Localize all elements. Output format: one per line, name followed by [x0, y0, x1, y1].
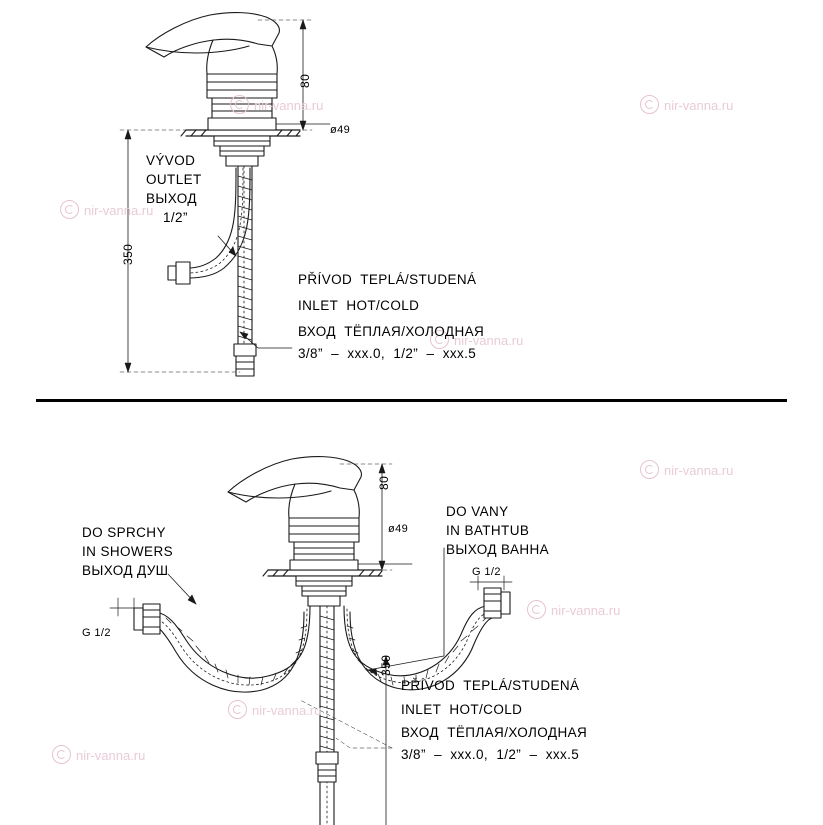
shower-callout-line-cs: DO SPRCHY: [82, 525, 166, 540]
shower-callout-line-en: IN SHOWERS: [82, 544, 174, 559]
dimension-g-half-bathtub: G 1/2: [472, 566, 501, 578]
watermark: [230, 95, 323, 114]
watermark: [640, 460, 733, 479]
dimension-350-top: 350: [121, 243, 135, 265]
watermark: [60, 200, 153, 219]
inlet-callout-line-ru: ВХОД ТЁПЛАЯ/ХОЛОДНАЯ: [401, 725, 588, 740]
watermark-text: nir-vanna.ru: [254, 98, 324, 113]
watermark: [228, 700, 321, 719]
inlet-callout-sizes: 3/8” – xxx.0, 1/2” – xxx.5: [401, 747, 580, 762]
watermark-icon: [640, 460, 659, 479]
watermark-text: nir-vanna.ru: [84, 203, 154, 218]
outlet-callout-line-en: OUTLET: [146, 172, 202, 187]
bathtub-callout-line-ru: ВЫХОД ВАННА: [446, 542, 550, 557]
watermark: [52, 745, 145, 764]
outlet-callout-line-cs: VÝVOD: [146, 153, 196, 168]
watermark-icon: [527, 600, 546, 619]
bathtub-callout-line-cs: DO VANY: [446, 504, 509, 519]
inlet-callout-line-cs: PŘÍVOD TEPLÁ/STUDENÁ: [298, 272, 477, 287]
watermark-icon: [52, 745, 71, 764]
watermark-icon: [60, 200, 79, 219]
watermark: [527, 600, 620, 619]
dimension-g-half-shower: G 1/2: [82, 627, 111, 639]
outlet-callout-size: 1/2”: [163, 210, 188, 225]
inlet-callout-line-en: INLET HOT/COLD: [401, 702, 523, 717]
watermark-text: nir-vanna.ru: [664, 98, 734, 113]
watermark-text: nir-vanna.ru: [252, 703, 322, 718]
dimension-diameter-top: ø49: [330, 124, 351, 136]
watermark-icon: [230, 95, 249, 114]
outlet-callout-line-ru: ВЫХОД: [146, 191, 197, 206]
dimension-80-top: 80: [298, 73, 312, 88]
watermark-text: nir-vanna.ru: [76, 748, 146, 763]
watermark-text: nir-vanna.ru: [664, 463, 734, 478]
inlet-callout-sizes: 3/8” – xxx.0, 1/2” – xxx.5: [298, 346, 477, 361]
shower-callout-line-ru: ВЫХОД ДУШ: [82, 563, 169, 578]
watermark-text: nir-vanna.ru: [551, 603, 621, 618]
dimension-80-bottom: 80: [377, 475, 391, 490]
dimension-350-bottom: 350: [379, 654, 393, 676]
watermark: [640, 95, 733, 114]
inlet-callout-line-en: INLET HOT/COLD: [298, 298, 420, 313]
watermark-icon: [228, 700, 247, 719]
watermark-icon: [640, 95, 659, 114]
section-divider: [36, 399, 787, 402]
inlet-callout-line-cs: PŘÍVOD TEPLÁ/STUDENÁ: [401, 678, 580, 693]
watermark-text: nir-vanna.ru: [454, 333, 524, 348]
dimension-diameter-bottom: ø49: [388, 523, 409, 535]
inlet-callout-line-ru: ВХОД ТЁПЛАЯ/ХОЛОДНАЯ: [298, 324, 485, 339]
bathtub-callout-line-en: IN BATHTUB: [446, 523, 530, 538]
